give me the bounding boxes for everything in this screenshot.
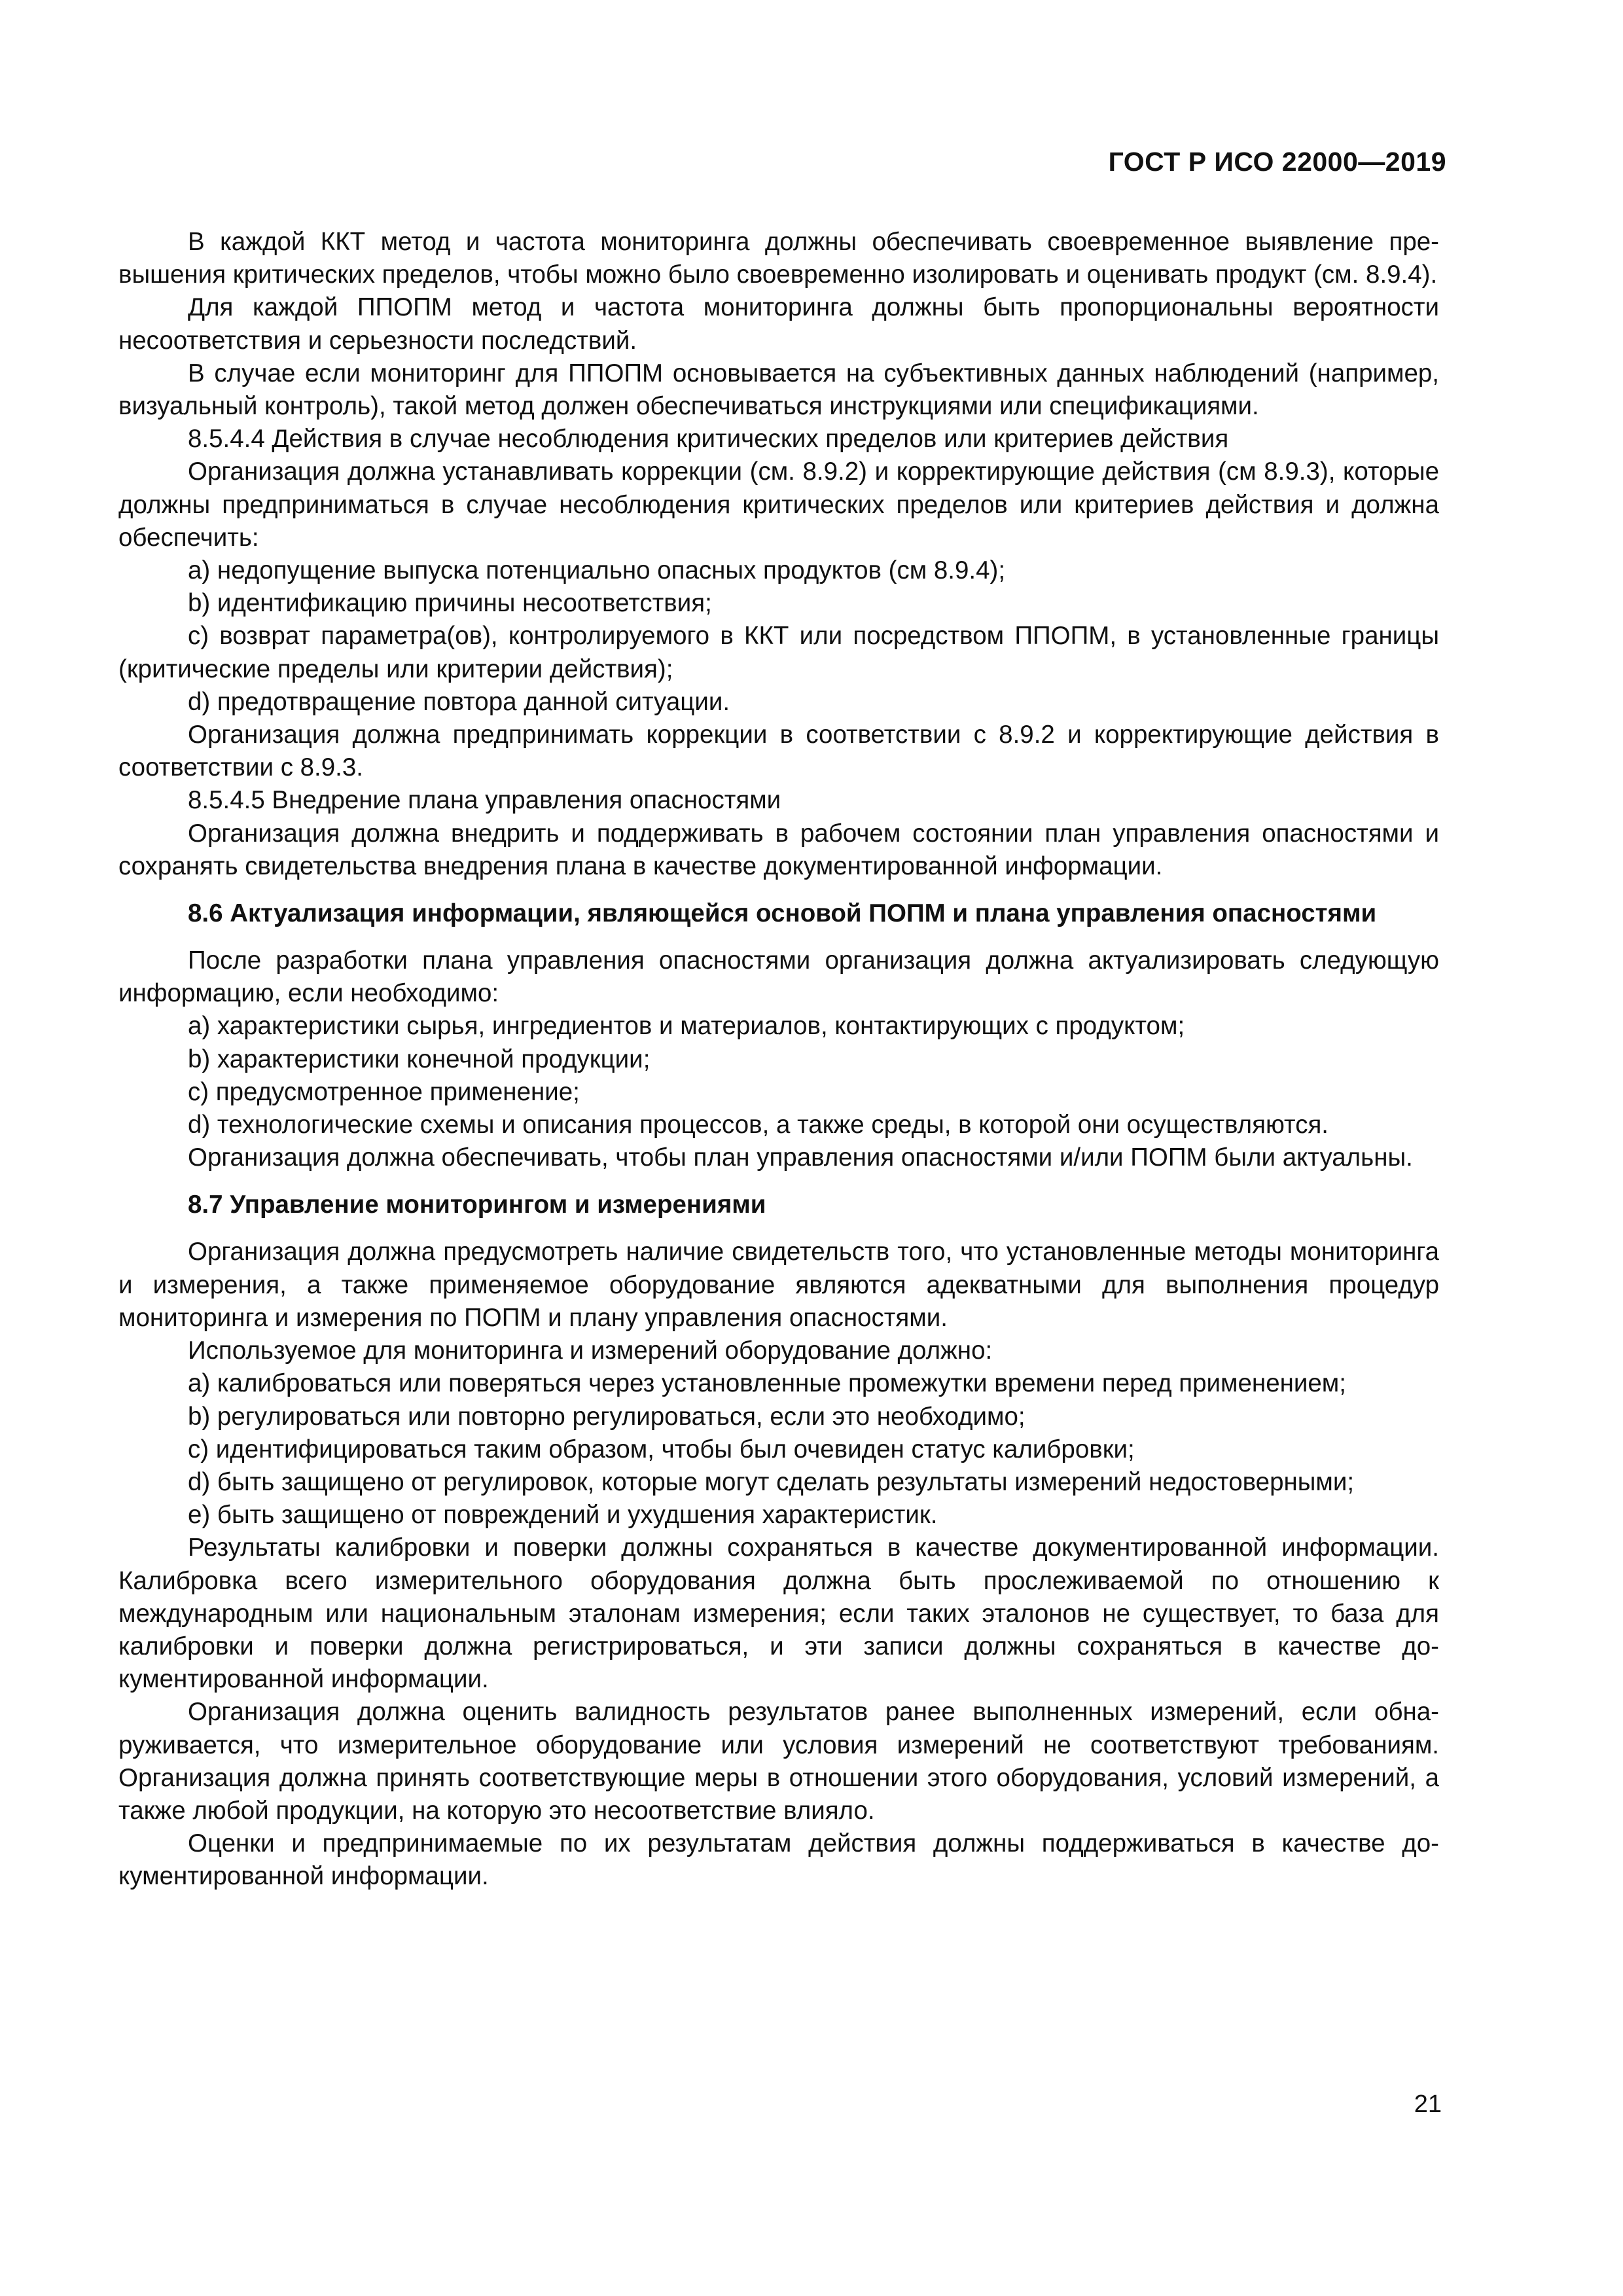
list-item: c) идентифицироваться таким образом, чтобы был очевиден статус калибровки; xyxy=(188,1435,1135,1463)
list-item: d) быть защищено от регулировок, которые могут сделать результаты измерений недостоверными; xyxy=(188,1467,1355,1496)
paragraph: Организация должна устанавливать коррекции (см. 8.9.2) и корректирующие действия (см 8.9.3), которые должны предприниматься в случае несоблюдения критических пределов или критериев действия и должна обеспечить: xyxy=(118,457,1439,552)
paragraph: Используемое для мониторинга и измерений оборудование должно: xyxy=(188,1336,993,1365)
paragraph: Оценки и предпринимаемые по их результатам действия должны поддерживаться в качестве документированной информации. xyxy=(118,1829,1439,1891)
paragraph: В случае если мониторинг для ППОПМ основывается на субъективных данных наблюдений (например, визуальный контроль), такой метод должен обеспечиваться инструкциями или спецификациями. xyxy=(118,359,1439,421)
subsection-title-8-5-4-5: 8.5.4.5 Внедрение плана управления опасностями xyxy=(188,786,781,815)
section-heading-8-6: 8.6 Актуализация информации, являющейся основой ПОПМ и плана управления опасностями xyxy=(188,899,1377,928)
paragraph: После разработки плана управления опасностями организация должна актуализировать следующую информацию, если необходимо: xyxy=(118,946,1439,1008)
subsection-title-8-5-4-4: 8.5.4.4 Действия в случае несоблюдения критических пределов или критериев действия xyxy=(188,425,1229,454)
list-item: c) возврат параметра(ов), контролируемого в ККТ или посредством ППОПМ, в установленные границы (критические пределы или критерии действия); xyxy=(118,622,1439,683)
paragraph: Для каждой ППОПМ метод и частота мониторинга должны быть пропорциональны вероятности несоответствия и серьезности последствий. xyxy=(118,293,1439,355)
list-item: e) быть защищено от повреждений и ухудшения характеристик. xyxy=(188,1501,938,1530)
list-item: b) идентификацию причины несоответствия; xyxy=(188,589,712,618)
paragraph: В каждой ККТ метод и частота мониторинга должны обеспечивать своевременное выявление превышения критических пределов, чтобы можно было своевременно изолировать и оценивать продукт (см. 8.9.4). xyxy=(118,228,1439,289)
section-heading-8-7: 8.7 Управление мониторингом и измерениями xyxy=(188,1191,766,1219)
list-item: a) недопущение выпуска потенциально опасных продуктов (см 8.9.4); xyxy=(188,556,1006,585)
list-item: a) калиброваться или поверяться через установленные промежутки времени перед применением; xyxy=(188,1369,1346,1398)
list-item: d) предотвращение повтора данной ситуации. xyxy=(188,687,730,716)
paragraph: Организация должна обеспечивать, чтобы план управления опасностями и/или ПОПМ были актуальны. xyxy=(188,1143,1413,1172)
paragraph: Организация должна оценить валидность результатов ранее выполненных измерений, если обнаруживается, что измерительное оборудование или условия измерений не соответствуют требованиям. Организация должна принять соответствующие меры в отношении этого оборудования, условий измерений, а также любой продукции, на которую это несоответствие влияло. xyxy=(118,1698,1439,1825)
list-item: d) технологические схемы и описания процессов, а также среды, в которой они осуществляются. xyxy=(188,1111,1329,1139)
paragraph: Результаты калибровки и поверки должны сохраняться в качестве документированной информации. Калибровка всего измерительного оборудования должна быть прослеживаемой по отношению к международным или национальным эталонам измерения; если таких эталонов не существует, то база для калибровки и поверки должна регистрироваться, и эти записи должны сохраняться в качестве документированной информации. xyxy=(118,1534,1439,1694)
paragraph: Организация должна предпринимать коррекции в соответствии с 8.9.2 и корректирующие действия в соответствии с 8.9.3. xyxy=(118,721,1439,782)
document-body xyxy=(118,226,1439,1893)
page-number: 21 xyxy=(1414,2090,1442,2118)
list-item: b) регулироваться или повторно регулироваться, если это необходимо; xyxy=(188,1402,1026,1431)
list-item: b) характеристики конечной продукции; xyxy=(188,1045,651,1073)
document-header-id: ГОСТ Р ИСО 22000—2019 xyxy=(1108,147,1446,177)
paragraph: Организация должна внедрить и поддерживать в рабочем состоянии план управления опасностями и сохранять свидетельства внедрения плана в качестве документированной информации. xyxy=(118,819,1439,880)
list-item: a) характеристики сырья, ингредиентов и материалов, контактирующих с продуктом; xyxy=(188,1012,1185,1041)
list-item: c) предусмотренное применение; xyxy=(188,1077,580,1106)
paragraph: Организация должна предусмотреть наличие свидетельств того, что установленные методы мониторинга и измерения, а также применяемое оборудование являются адекватными для выполнения процедур мониторинга и измерения по ПОПМ и плану управления опасностями. xyxy=(118,1238,1439,1332)
